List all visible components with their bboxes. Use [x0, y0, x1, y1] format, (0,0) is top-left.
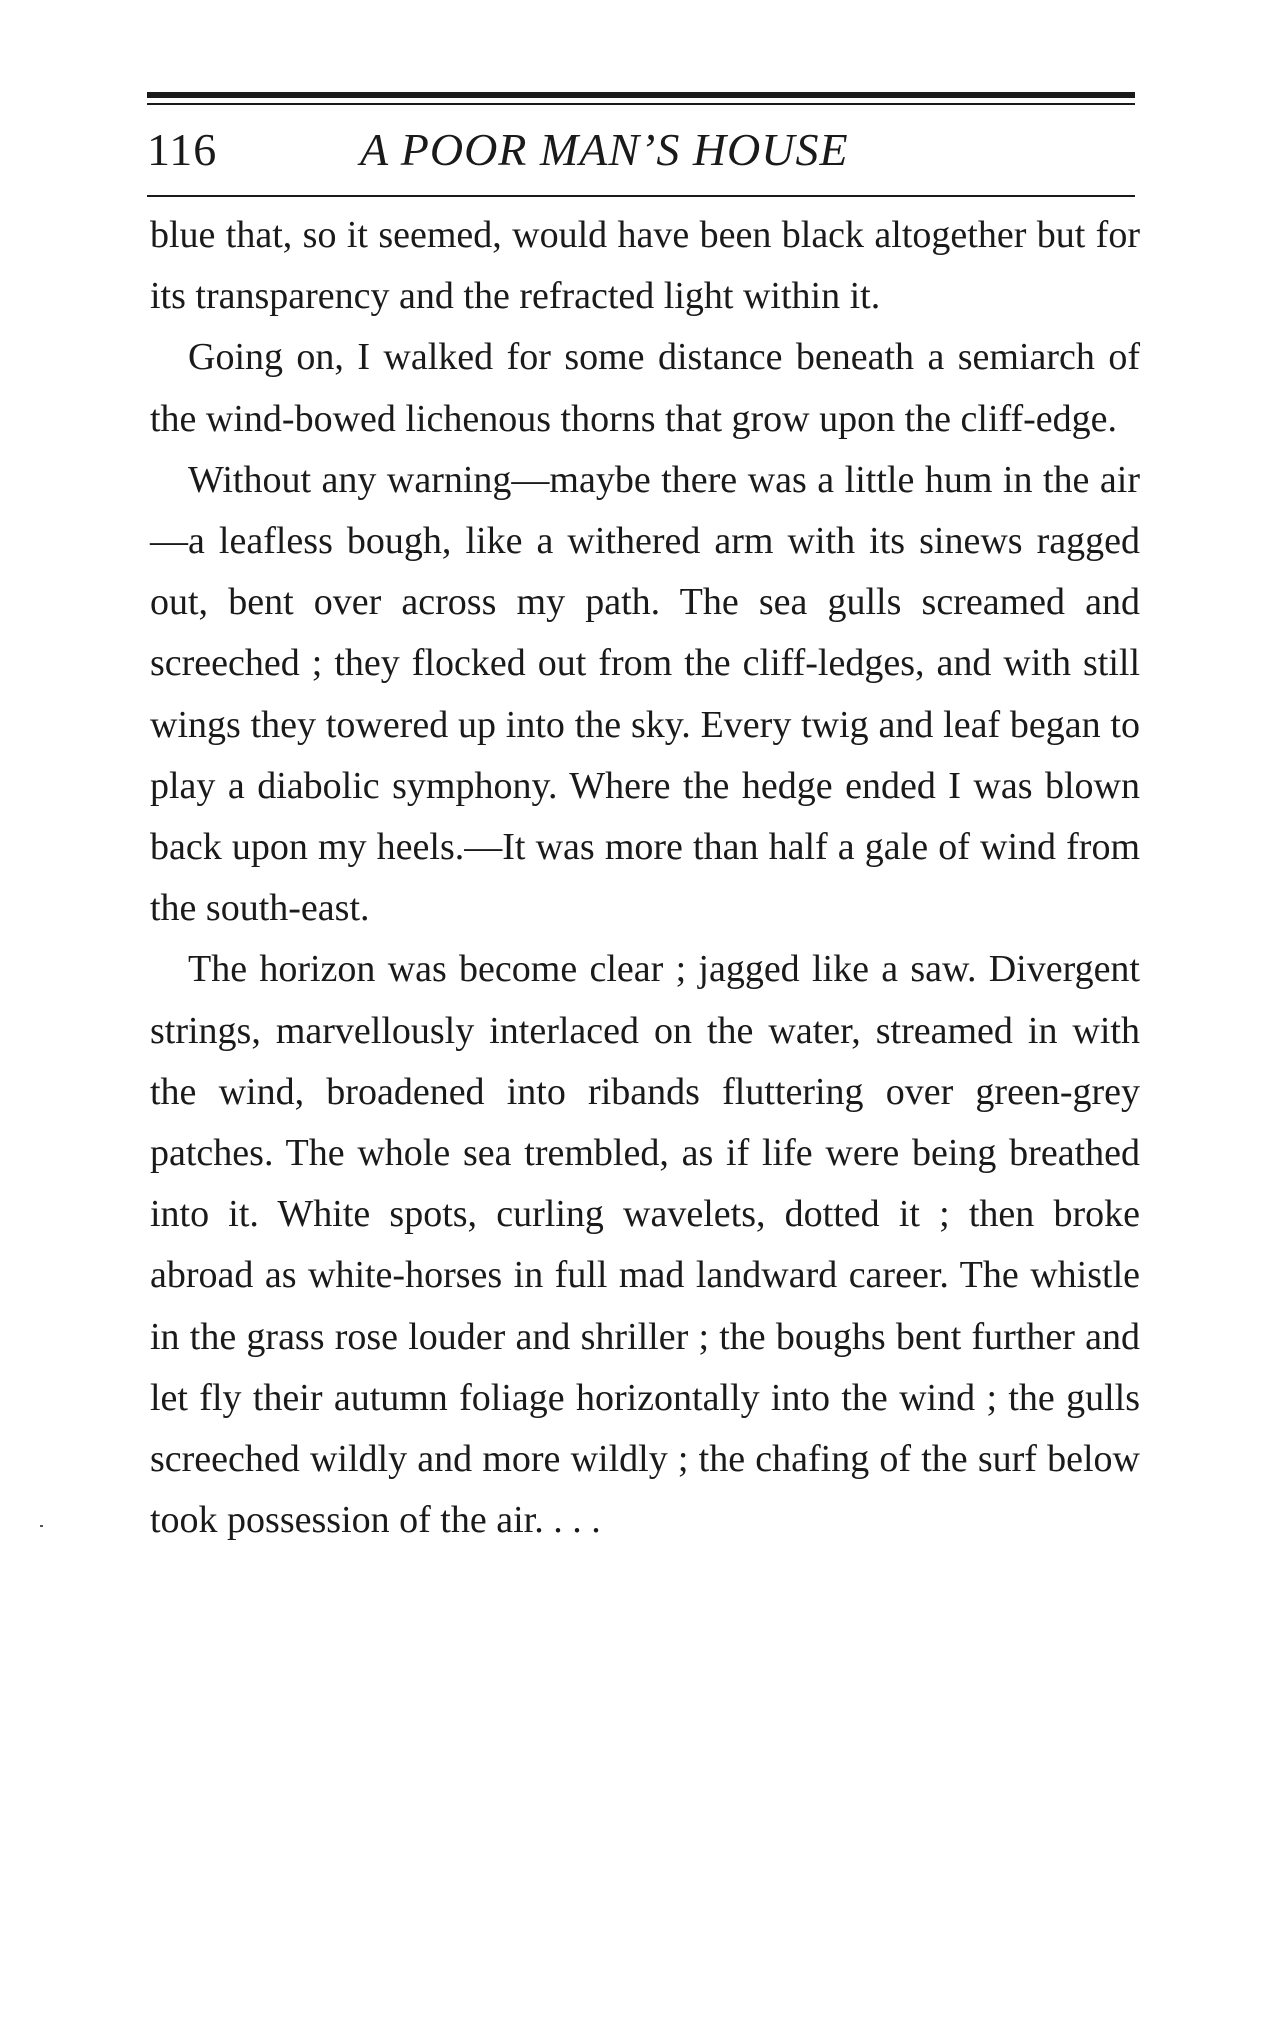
- header-rule-thick: [147, 92, 1135, 98]
- scan-speck: [40, 1525, 43, 1527]
- header-rule-bottom: [147, 195, 1135, 197]
- page-number: 116: [147, 124, 218, 175]
- body-text: [150, 205, 1140, 1551]
- running-title: A POOR MAN’S HOUSE: [360, 124, 849, 175]
- paragraph-4: The horizon was become clear ; jagged like a saw. Divergent strings, marvellously interlaced on the water, streamed in with the wind, broadened into ribands fluttering over green-grey patches. The whole sea trembled, as if life were being breathed into it. White spots, curling wavelets, dotted it ; then broke abroad as white-horses in full mad landward career. The whistle in the grass rose louder and shriller ; the boughs bent further and let fly their autumn foliage horizontally into the wind ; the gulls screeched wildly and more wildly ; the chafing of the surf below took possession of the air. . . .: [150, 948, 1140, 1542]
- header-rule-thin: [147, 103, 1135, 105]
- paragraph-1: blue that, so it seemed, would have been black altogether but for its transparency and the refracted light within it.: [150, 214, 1140, 318]
- paragraph-2: Going on, I walked for some distance beneath a semiarch of the wind-bowed lichenous thorns that grow upon the cliff-edge.: [150, 336, 1140, 440]
- paragraph-3: Without any warning—maybe there was a little hum in the air—a leafless bough, like a withered arm with its sinews ragged out, bent over across my path. The sea gulls screamed and screeched ; they flocked out from the cliff-ledges, and with still wings they towered up into the sky. Every twig and leaf began to play a diabolic symphony. Where the hedge ended I was blown back upon my heels.—It was more than half a gale of wind from the south-east.: [150, 458, 1140, 930]
